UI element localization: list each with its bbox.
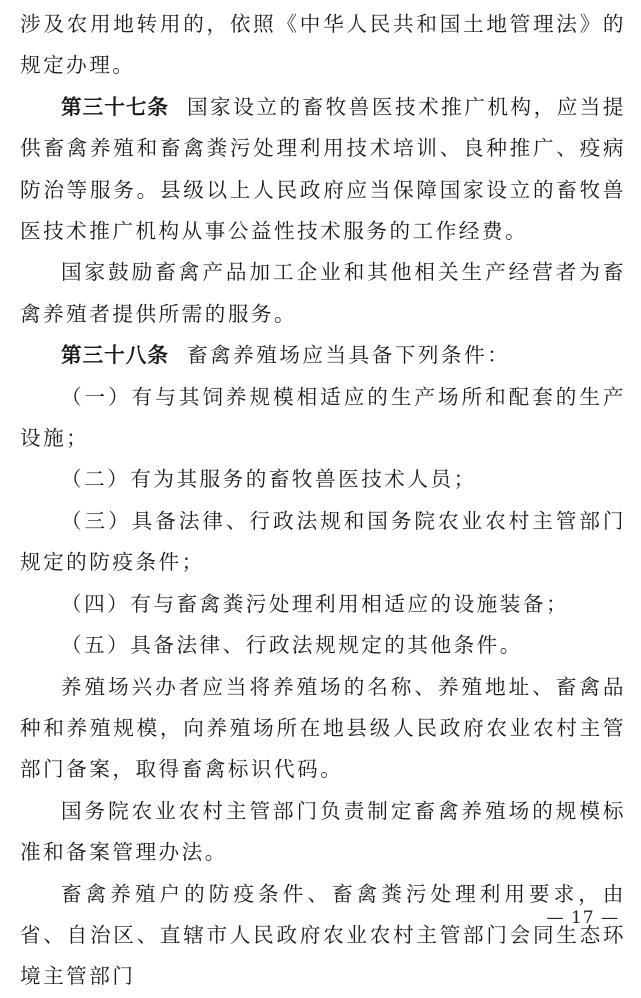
article-38-paragraph [20, 335, 626, 376]
list-item-3 [20, 501, 626, 584]
list-item-4 [20, 584, 626, 625]
document-page [20, 4, 626, 998]
list-item-5 [20, 625, 626, 666]
list-item-text: （一）有与其饲养规模相适应的生产场所和配套的生产设施； [20, 384, 626, 451]
paragraph-12 [20, 874, 626, 998]
article-number: 第三十八条 [61, 343, 169, 368]
paragraph-11 [20, 791, 626, 874]
article-number: 第三十七条 [61, 94, 170, 119]
paragraph-text: 畜禽养殖户的防疫条件、畜禽粪污处理利用要求，由省、自治区、直辖市人民政府农业农村主管部门会同生态环境主管部门 [20, 881, 626, 989]
paragraph-text: 养殖场兴办者应当将养殖场的名称、养殖地址、畜禽品种和养殖规模，向养殖场所在地县级人民政府农业农村主管部门备案，取得畜禽标识代码。 [20, 674, 626, 782]
page-number: — 17 — [546, 908, 619, 928]
paragraph-text: 涉及农用地转用的，依照《中华人民共和国土地管理法》的规定办理。 [20, 12, 626, 78]
article-37-paragraph [20, 87, 626, 253]
list-item-text: （二）有为其服务的畜牧兽医技术人员； [61, 467, 477, 492]
list-item-text: （四）有与畜禽粪污处理利用相适应的设施装备； [61, 591, 570, 616]
paragraph-text: 畜禽养殖场应当具备下列条件： [186, 343, 511, 368]
paragraph-3 [20, 252, 626, 335]
paragraph-1 [20, 4, 626, 87]
paragraph-text: 国家鼓励畜禽产品加工企业和其他相关生产经营者为畜禽养殖者提供所需的服务。 [20, 260, 626, 326]
paragraph-text: 国务院农业农村主管部门负责制定畜禽养殖场的规模标准和备案管理办法。 [20, 798, 626, 865]
list-item-2 [20, 459, 626, 500]
paragraph-10 [20, 667, 626, 791]
list-item-text: （三）具备法律、行政法规和国务院农业农村主管部门规定的防疫条件； [20, 508, 626, 575]
list-item-text: （五）具备法律、行政法规规定的其他条件。 [61, 633, 523, 658]
paragraph-text: 国家设立的畜牧兽医技术推广机构，应当提供畜禽养殖和畜禽粪污处理利用技术培训、良种推广、疫病防治等服务。县级以上人民政府应当保障国家设立的畜牧兽医技术推广机构从事公益性技术服务的工作经费。 [20, 94, 627, 244]
list-item-1 [20, 377, 626, 460]
